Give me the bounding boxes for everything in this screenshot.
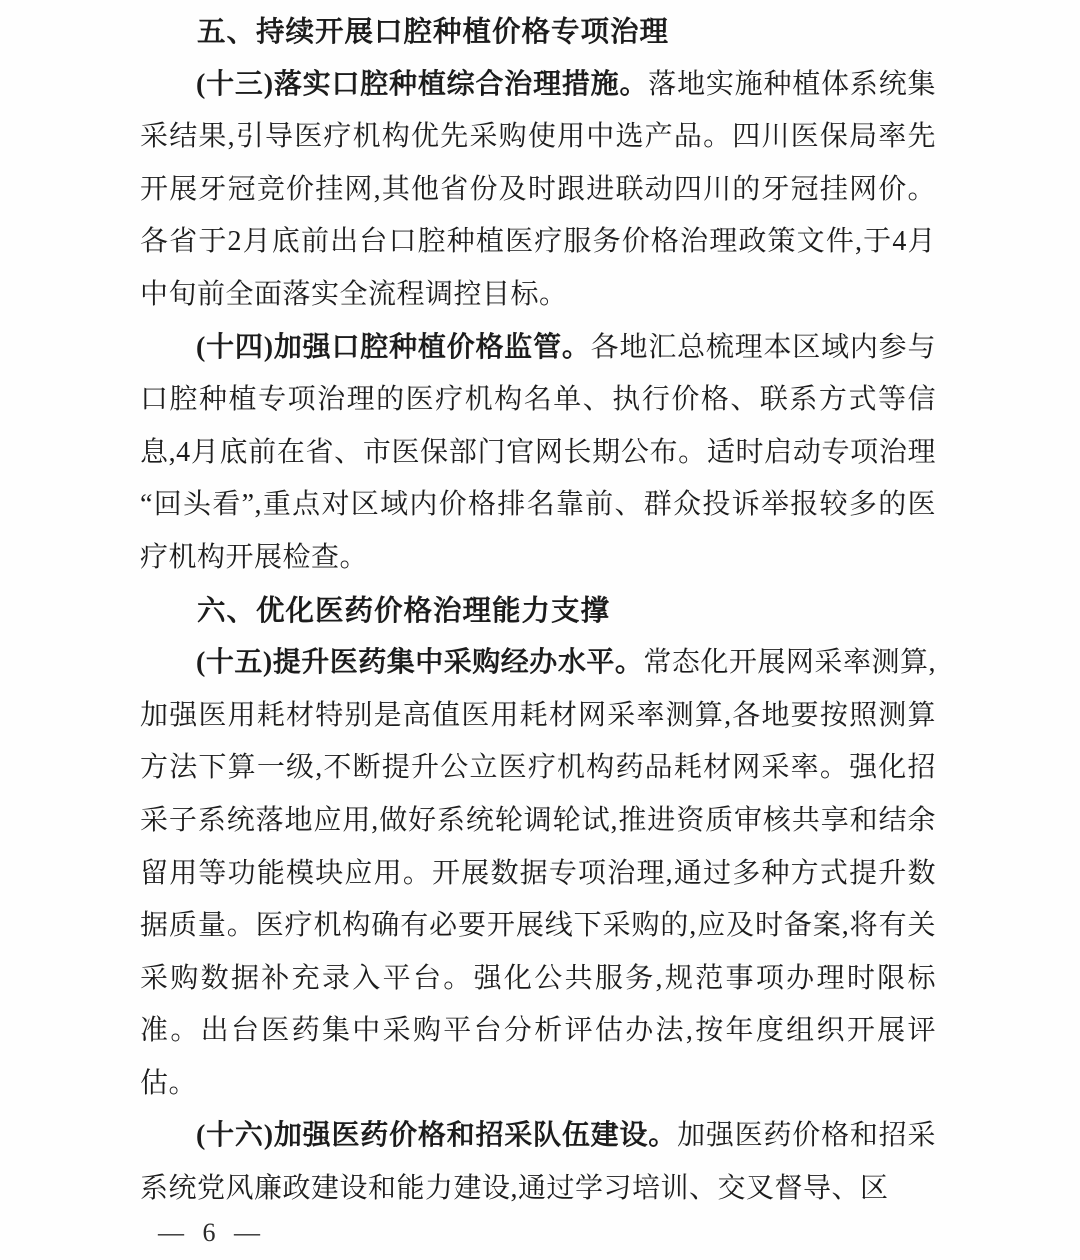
- paragraph-13-text: 落地实施种植体系统集采结果,引导医疗机构优先采购使用中选产品。四川医保局率先开展牙冠竞价挂网,其他省份及时跟进联动四川的牙冠挂网价。各省于2月底前出台口腔种植医疗服务价格治理政策文件,于4月中旬前全面落实全流程调控目标。: [140, 68, 936, 310]
- paragraph-14-text: 各地汇总梳理本区域内参与口腔种植专项治理的医疗机构名单、执行价格、联系方式等信息,4月底前在省、市医保部门官网长期公布。适时启动专项治理“回头看”,重点对区域内价格排名靠前、群众投诉举报较多的医疗机构开展检查。: [140, 331, 936, 573]
- paragraph-15: [140, 637, 936, 1110]
- paragraph-15-text: 常态化开展网采率测算,加强医用耗材特别是高值医用耗材网采率测算,各地要按照测算方法下算一级,不断提升公立医疗机构药品耗材网采率。强化招采子系统落地应用,做好系统轮调轮试,推进资质审核共享和结余留用等功能模块应用。开展数据专项治理,通过多种方式提升数据质量。医疗机构确有必要开展线下采购的,应及时备案,将有关采购数据补充录入平台。强化公共服务,规范事项办理时限标准。出台医药集中采购平台分析评估办法,按年度组织开展评估。: [140, 647, 936, 1099]
- paragraph-13-lead: (十三)落实口腔种植综合治理措施。: [196, 68, 649, 100]
- paragraph-16-lead: (十六)加强医药价格和招采队伍建设。: [196, 1120, 678, 1152]
- paragraph-13: [140, 59, 936, 322]
- paragraph-15-lead: (十五)提升医药集中采购经办水平。: [196, 647, 644, 679]
- page-number: — 6 —: [158, 1218, 260, 1247]
- paragraph-14: [140, 322, 936, 585]
- section-heading-5: 五、持续开展口腔种植价格专项治理: [197, 16, 670, 48]
- paragraph-14-lead: (十四)加强口腔种植价格监管。: [196, 331, 591, 363]
- paragraph-16: [140, 1110, 936, 1215]
- paragraph-16-text: 加强医药价格和招采系统党风廉政建设和能力建设,通过学习培训、交叉督导、区: [140, 1120, 936, 1205]
- document-body: [140, 6, 936, 1216]
- section-heading-6: 六、优化医药价格治理能力支撑: [197, 594, 611, 627]
